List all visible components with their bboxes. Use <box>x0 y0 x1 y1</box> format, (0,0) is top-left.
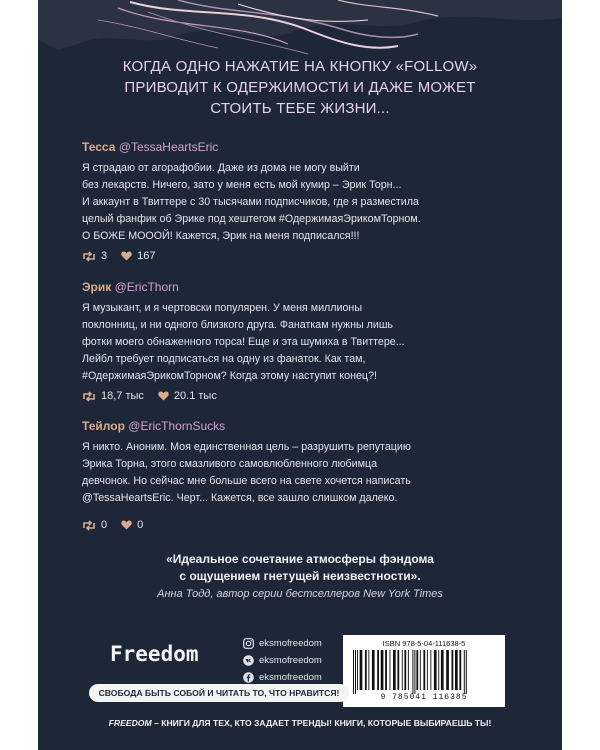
logo-text: Freedom <box>110 642 199 666</box>
retweet-icon <box>82 251 96 262</box>
tagline-line: ПРИВОДИТ К ОДЕРЖИМОСТИ И ДАЖЕ МОЖЕТ <box>124 79 476 96</box>
post-header <box>82 139 522 155</box>
isbn-label: ISBN 978-5-04-111638-5 <box>382 639 466 648</box>
barcode-bar <box>446 650 449 690</box>
review-quote <box>38 551 562 585</box>
post-text-line: фотки моего обнаженного торса! Еще и эта шумиха в Твиттере... <box>82 336 405 348</box>
attribution-text: Анна Тодд, автор серии бестселлеров <box>157 588 364 600</box>
heart-icon <box>121 520 132 530</box>
like-count: 0 <box>137 519 144 531</box>
barcode-bar <box>381 650 384 690</box>
social-handle: eksmofreedom <box>259 672 322 683</box>
attribution-title: New York Times <box>363 588 443 600</box>
post-header <box>82 418 522 434</box>
barcode-bar <box>430 650 431 690</box>
footer-brand: FREEDOM <box>108 718 152 728</box>
footer-text: – КНИГИ ДЛЯ ТЕХ, КТО ЗАДАЕТ ТРЕНДЫ! КНИГИ, КОТОРЫЕ ВЫБИРАЕШЬ ТЫ! <box>151 718 492 728</box>
barcode-bar <box>455 650 458 690</box>
post-handle: @EricThornSucks <box>128 419 226 433</box>
social-handle: eksmofreedom <box>259 638 322 649</box>
barcode-bar <box>372 650 375 690</box>
tagline <box>38 56 562 119</box>
quote-line: с ощущением гнетущей неизвестности». <box>179 569 421 583</box>
like-count: 20.1 тыс <box>173 390 217 402</box>
post-text-line: Я никто. Аноним. Моя единственная цель – разрушить репутацию <box>82 441 411 453</box>
like-stat <box>158 390 217 402</box>
barcode-bar <box>466 650 467 694</box>
barcode-bar <box>360 650 363 690</box>
publisher-slogan: СВОБОДА БЫТЬ СОБОЙ И ЧИТАТЬ ТО, ЧТО НРАВИТСЯ! <box>89 684 349 702</box>
barcode-bar <box>420 650 421 690</box>
barcode-bar <box>355 650 356 694</box>
post-taylor <box>82 418 522 531</box>
post-text-line: девчонок. Но сейчас мне больше всего на свете хочется написать <box>82 475 411 487</box>
like-stat <box>121 519 143 531</box>
post-stats <box>82 519 522 531</box>
heart-icon <box>121 251 132 261</box>
retweet-stat <box>82 519 107 531</box>
post-author: Тесса <box>82 140 116 154</box>
post-text-line: И аккаунт в Твиттере с 30 тысячами подписчиков, где я разместила <box>82 196 419 208</box>
post-text-line: @TessaHeartsEric. Черт... Кажется, все зашло слишком далеко. <box>82 492 398 504</box>
post-text-line: без лекарств. Ничего, зато у меня есть мой кумир – Эрик Торн... <box>82 179 402 191</box>
barcode-digits: 9 785041 116385 <box>380 693 468 702</box>
like-count: 167 <box>137 250 156 262</box>
barcode-bar <box>390 650 391 690</box>
barcode-bar <box>404 650 406 690</box>
heart-icon <box>158 391 169 401</box>
post-text-line: поклонниц, и ни одного близкого друга. Фанаткам нужны лишь <box>82 319 393 331</box>
barcode-bar <box>441 650 444 690</box>
post-author: Тейлор <box>82 419 125 433</box>
barcode-bar <box>423 650 425 690</box>
retweet-icon <box>82 391 96 402</box>
vk-icon <box>243 655 254 666</box>
post-handle: @TessaHeartsEric <box>118 140 219 154</box>
post-text-line: #ОдержимаяЭрикомТорном? Когда этому наступит конец?! <box>82 370 377 382</box>
social-links <box>243 635 322 686</box>
retweet-icon <box>82 520 96 531</box>
decorative-brush-strokes <box>38 0 562 60</box>
freedom-logo <box>108 635 208 669</box>
retweet-count: 0 <box>101 519 108 531</box>
barcode-bar <box>464 650 465 694</box>
barcode-bar <box>412 650 413 694</box>
post-text-line: Эрика Торна, этого смазливого самовлюбленного любимца <box>82 458 378 470</box>
post-tessa <box>82 139 522 262</box>
barcode-bar <box>397 650 399 690</box>
barcode-bar <box>414 650 415 694</box>
barcode-bar <box>438 650 439 690</box>
barcode-bar <box>427 650 428 690</box>
post-text-line: целый фанфик об Эрике под хештегом #ОдержимаяЭрикомТорном. <box>82 213 421 225</box>
footer-tagline <box>38 718 562 728</box>
post-text-line: Я музыкант, и я чертовски популярен. У меня миллионы <box>82 302 363 314</box>
facebook-icon <box>243 672 254 683</box>
post-text-line: Лейбл требует подписаться на одну из фанаток. Как там, <box>82 353 366 365</box>
barcode-bar <box>416 650 418 690</box>
post-stats <box>82 250 522 262</box>
barcode-bar <box>434 650 437 690</box>
tagline-line: СТОИТЬ ТЕБЕ ЖИЗНИ... <box>210 100 390 117</box>
post-stats <box>82 390 522 402</box>
instagram-icon <box>243 638 254 649</box>
tagline-line: КОГДА ОДНО НАЖАТИЕ НА КНОПКУ «FOLLOW» <box>122 58 478 75</box>
barcode-bar <box>385 650 387 690</box>
quote-line: «Идеальное сочетание атмосферы фэндома <box>166 552 434 566</box>
social-link-vk[interactable] <box>243 652 322 669</box>
isbn-barcode-box <box>343 635 505 707</box>
social-handle: eksmofreedom <box>259 655 322 666</box>
barcode-bar <box>452 650 454 690</box>
retweet-stat <box>82 250 107 262</box>
barcode <box>351 650 497 694</box>
barcode-bar <box>365 650 367 690</box>
barcode-bar <box>402 650 403 690</box>
barcode-bar <box>393 650 396 690</box>
post-handle: @EricThorn <box>114 280 179 294</box>
like-stat <box>121 250 155 262</box>
post-text-line: О БОЖЕ МОООЙ! Кажется, Эрик на меня подписался!!! <box>82 230 360 242</box>
social-link-instagram[interactable] <box>243 635 322 652</box>
barcode-bar <box>408 650 409 690</box>
barcode-bar <box>368 650 369 690</box>
barcode-bar <box>459 650 461 690</box>
barcode-bar <box>377 650 379 690</box>
barcode-bar <box>353 650 354 694</box>
retweet-count: 18,7 тыс <box>101 390 144 402</box>
post-text-line: Я страдаю от агорафобии. Даже из дома не могу выйти <box>82 162 360 174</box>
post-header <box>82 279 522 295</box>
post-author: Эрик <box>82 280 112 294</box>
post-eric <box>82 279 522 402</box>
retweet-stat <box>82 390 144 402</box>
retweet-count: 3 <box>101 250 108 262</box>
barcode-bar <box>357 650 358 690</box>
quote-attribution <box>38 588 562 600</box>
book-back-cover <box>38 0 562 750</box>
